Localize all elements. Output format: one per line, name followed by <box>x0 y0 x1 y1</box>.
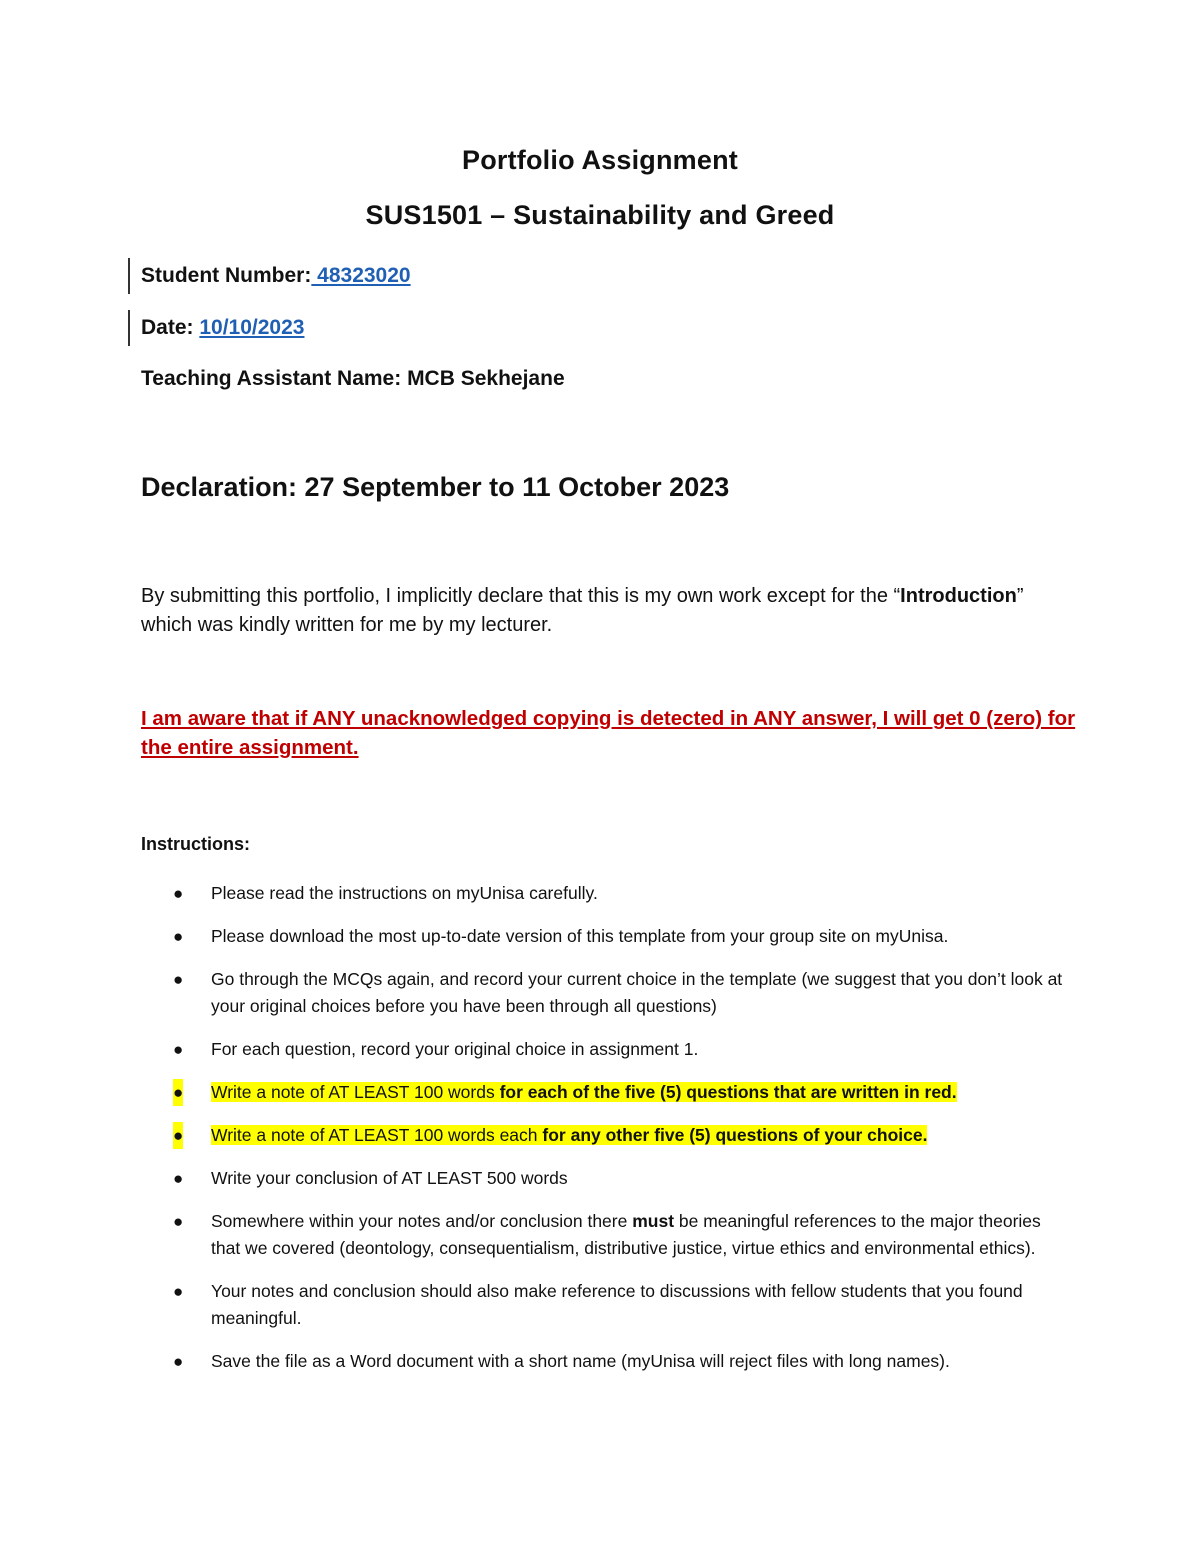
date-value[interactable]: 10/10/2023 <box>199 316 305 339</box>
list-item: ● Please read the instructions on myUnisa carefully. <box>141 880 1071 907</box>
declaration-text-part2: ” which was kindly written for me by my lecturer. <box>141 585 1024 636</box>
list-item-highlighted <box>141 1122 1071 1149</box>
list-item: ● Go through the MCQs again, and record your current choice in the template (we suggest that you don’t look at your original choices before you have been through all questions) <box>141 966 1071 1020</box>
declaration-text <box>141 582 1071 640</box>
highlight-text-bold: for each of the five (5) questions that are written in red. <box>499 1082 957 1102</box>
list-item: ● Somewhere within your notes and/or conclusion there must be meaningful references to the major theories that we covered (deontology, consequentialism, distributive justice, virtue ethics and environmental ethics). <box>141 1208 1071 1262</box>
revision-change-bar <box>128 258 130 294</box>
bullet-icon: ● <box>173 1282 184 1301</box>
instructions-list <box>141 880 1071 1375</box>
bullet-icon: ● <box>173 927 184 946</box>
teaching-assistant-field <box>141 367 565 391</box>
date-label: Date: <box>141 316 194 339</box>
bullet-icon: ● <box>173 1169 184 1188</box>
bullet-icon: ● <box>173 1079 183 1106</box>
bullet-icon: ● <box>173 970 184 989</box>
list-item-highlighted <box>141 1079 1071 1106</box>
student-number-field <box>141 264 411 288</box>
student-number-label: Student Number: <box>141 264 312 287</box>
declaration-text-part1: By submitting this portfolio, I implicitly declare that this is my own work except for the “ <box>141 585 901 607</box>
teaching-assistant-label: Teaching Assistant Name: MCB Sekhejane <box>141 367 565 390</box>
list-item: ● For each question, record your original choice in assignment 1. <box>141 1036 1071 1063</box>
student-number-value[interactable]: 48323020 <box>311 264 411 287</box>
list-item: ● Your notes and conclusion should also make reference to discussions with fellow students that you found meaningful. <box>141 1278 1071 1332</box>
bullet-icon: ● <box>173 1352 184 1371</box>
date-field <box>141 316 304 340</box>
list-item: ● Save the file as a Word document with a short name (myUnisa will reject files with long names). <box>141 1348 1071 1375</box>
bullet-icon: ● <box>173 1040 184 1059</box>
plagiarism-warning: I am aware that if ANY unacknowledged copying is detected in ANY answer, I will get 0 (zero) for the entire assignment. <box>141 707 1076 759</box>
declaration-heading: Declaration: 27 September to 11 October 2023 <box>141 472 730 502</box>
list-item: ● Write your conclusion of AT LEAST 500 words <box>141 1165 1071 1192</box>
highlight-text: Write a note of AT LEAST 100 words each <box>211 1125 543 1145</box>
declaration-text-bold: Introduction <box>900 585 1017 607</box>
instructions-heading: Instructions: <box>141 834 251 854</box>
highlight-text-bold: for any other five (5) questions of your choice. <box>542 1125 928 1145</box>
bullet-icon: ● <box>173 884 184 903</box>
document-subtitle: SUS1501 – Sustainability and Greed <box>365 200 835 230</box>
bullet-icon: ● <box>173 1212 184 1231</box>
revision-change-bar <box>128 310 130 346</box>
list-item: ● Please download the most up-to-date version of this template from your group site on myUnisa. <box>141 923 1071 950</box>
document-title: Portfolio Assignment <box>461 145 738 175</box>
bullet-icon: ● <box>173 1122 183 1149</box>
highlight-text: Write a note of AT LEAST 100 words <box>211 1082 500 1102</box>
